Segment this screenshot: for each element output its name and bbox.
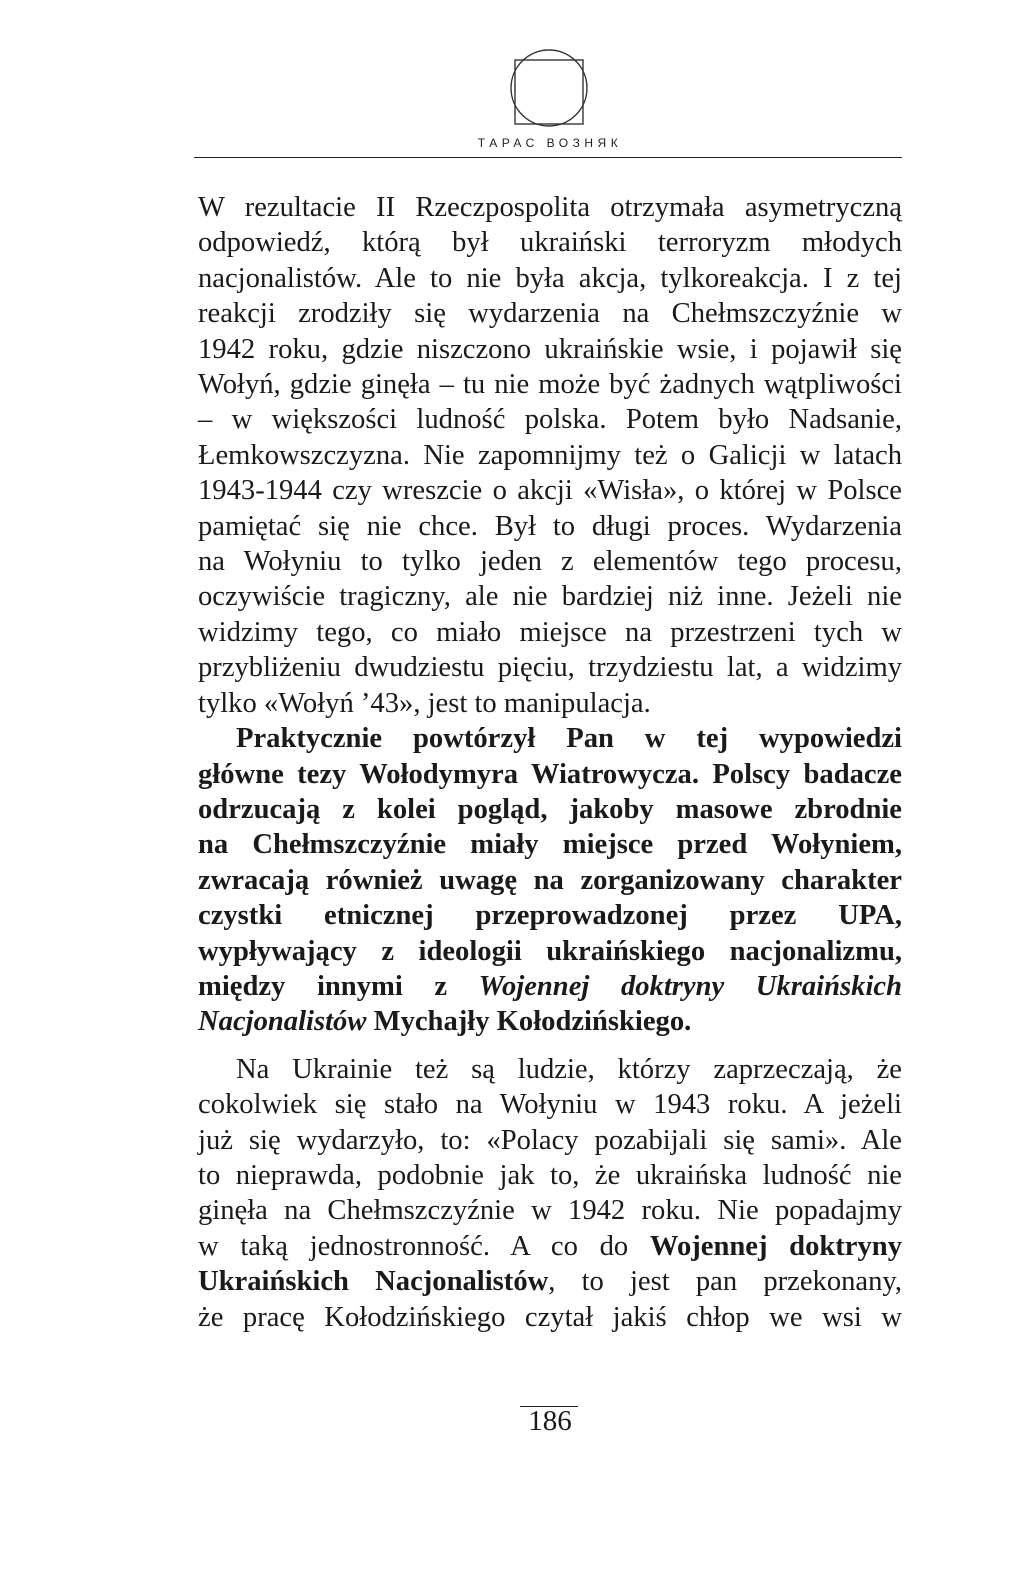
- text-line: że pracę Kołodzińskiego czytał jakiś chłop we wsi w: [198, 1301, 902, 1333]
- text-line: Praktycznie powtórzył Pan w tej wypowiedzi: [236, 723, 902, 755]
- text-run: Mychajły Kołodzińskiego.: [373, 1006, 692, 1038]
- text-line: odpowiedź, którą był ukraiński terroryzm młodych: [198, 227, 902, 259]
- answer-paragraph-2: [198, 1052, 902, 1335]
- text-line: W rezultacie II Rzeczpospolita otrzymała asymetryczną: [198, 192, 902, 223]
- text-run: między innymi z: [198, 970, 448, 1002]
- running-head: ТАРАС ВОЗНЯК: [477, 136, 623, 150]
- text-line: [198, 1264, 902, 1299]
- text-line: to nieprawda, podobnie jak to, że ukraińska ludność nie: [198, 1159, 902, 1191]
- text-line: na Chełmszczyźnie miały miejsce przed Wołyniem,: [198, 829, 902, 861]
- text-line: czystki etnicznej przeprowadzonej przez UPA,: [198, 900, 902, 932]
- page-number: 186: [528, 1405, 572, 1437]
- text-line: odrzucają z kolei pogląd, jakoby masowe zbrodnie: [198, 793, 902, 825]
- text-line: 1943-1944 czy wreszcie o akcji «Wisła», o której w Polsce: [198, 475, 902, 507]
- text-line: ginęła na Chełmszczyźnie w 1942 roku. Nie popadajmy: [198, 1195, 902, 1227]
- text-line: tylko «Wołyń ’43», jest to manipulacja.: [198, 687, 651, 719]
- text-line: [198, 969, 902, 1004]
- header-rule: [194, 157, 902, 158]
- text-line: pamiętać się nie chce. Był to długi proces. Wydarzenia: [198, 510, 902, 542]
- publisher-logo-icon: [509, 48, 589, 128]
- book-title-bold: Wojennej doktryny: [649, 1230, 902, 1262]
- book-title-italic: Nacjonalistów: [198, 1006, 367, 1038]
- text-line: na Wołyniu to tylko jeden z elementów tego procesu,: [198, 546, 902, 578]
- body-text: [198, 190, 902, 1335]
- text-line: Łemkowszczyzna. Nie zapomnijmy też o Galicji w latach: [198, 439, 902, 471]
- text-run: w taką jednostronność. A co do: [198, 1230, 629, 1262]
- text-line: wypływający z ideologii ukraińskiego nacjonalizmu,: [198, 935, 902, 967]
- text-line: już się wydarzyło, to: «Polacy pozabijali się sami». Ale: [198, 1124, 902, 1156]
- text-line: zwracają również uwagę na zorganizowany charakter: [198, 864, 902, 896]
- text-line: [198, 1004, 902, 1039]
- text-line: oczywiście tragiczny, ale nie bardziej niż inne. Jeżeli nie: [198, 581, 902, 613]
- interviewer-question: [198, 721, 902, 1040]
- text-line: nacjonalistów. Ale to nie była akcja, tylkoreakcja. I z tej: [198, 262, 902, 294]
- text-line: reakcji zrodziły się wydarzenia na Chełmszczyźnie w: [198, 298, 902, 330]
- text-run: , to jest pan przekonany,: [548, 1266, 902, 1298]
- answer-paragraph-1: [198, 190, 902, 721]
- text-line: – w większości ludność polska. Potem było Nadsanie,: [198, 404, 902, 436]
- book-title-bold: Ukraińskich Nacjonalistów: [198, 1266, 549, 1298]
- text-line: główne tezy Wołodymyra Wiatrowycza. Polscy badacze: [198, 758, 902, 790]
- text-line: widzimy tego, co miało miejsce na przestrzeni tych w: [198, 616, 902, 648]
- text-line: Wołyń, gdzie ginęła – tu nie może być żadnych wątpliwości: [198, 369, 902, 401]
- text-line: [198, 1229, 902, 1264]
- book-title-italic: Wojennej doktryny Ukraińskich: [478, 970, 902, 1002]
- text-line: 1942 roku, gdzie niszczono ukraińskie wsie, i pojawił się: [198, 333, 902, 365]
- text-line: cokolwiek się stało na Wołyniu w 1943 roku. A jeżeli: [198, 1089, 902, 1121]
- text-line: Na Ukrainie też są ludzie, którzy zaprzeczają, że: [236, 1053, 902, 1085]
- text-line: przybliżeniu dwudziestu pięciu, trzydziestu lat, a widzimy: [198, 652, 902, 684]
